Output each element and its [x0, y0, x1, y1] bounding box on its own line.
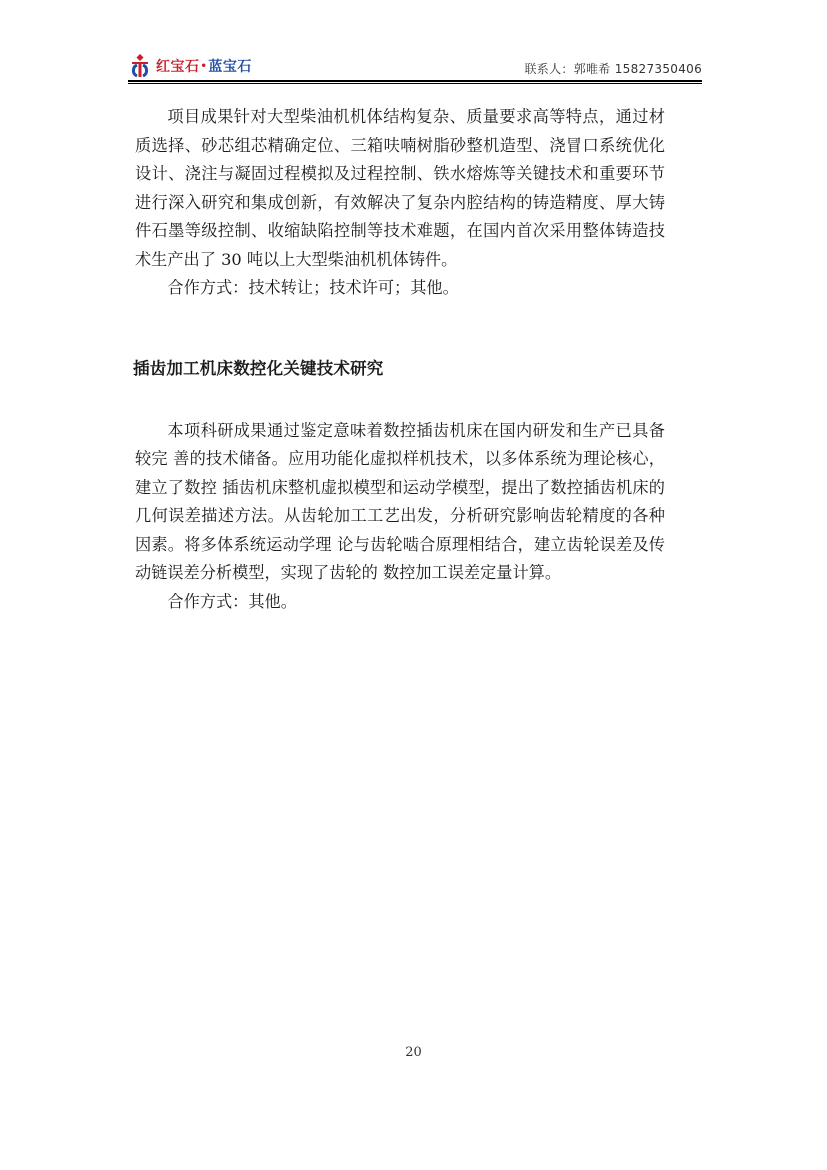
logo-text [156, 56, 252, 76]
logo-text-blue: 蓝宝石 [208, 59, 252, 75]
section2-cooperation: 合作方式：其他。 [167, 591, 297, 611]
section1-paragraph: 项目成果针对大型柴油机机体结构复杂、质量要求高等特点，通过材质选择、砂芯组芯精确定位、三箱呋喃树脂砂整机造型、浇冒口系统优化设计、浇注与凝固过程模拟及过程控制、铁水熔炼等关键技术和重要环节进行深入研究和集成创新，有效解决了复杂内腔结构的铸造精度、厚大铸件石墨等级控制、收缩缺陷控制等技术难题，在国内首次采用整体铸造技术生产出了 30 吨以上大型柴油机机体铸件。 [135, 107, 665, 269]
section2-paragraph: 本项科研成果通过鉴定意味着数控插齿机床在国内研发和生产已具备较完 善的技术储备。应用功能化虚拟样机技术，以多体系统为理论核心，建立了数控 插齿机床整机虚拟模型和运动学模型，提出了数控插齿机床的几何误差描述方法。从齿轮加工工艺出发，分析研究影响齿轮精度的各种因素。将多体系统运动学理 论与齿轮啮合原理相结合，建立齿轮误差及传动链误差分析模型，实现了齿轮的 数控加工误差定量计算。 [135, 420, 665, 582]
contact-info: 联系人：郭唯希 15827350406 [524, 62, 702, 76]
header-rule-thin [128, 83, 702, 84]
company-logo [128, 54, 252, 78]
section1-cooperation: 合作方式：技术转让；技术许可；其他。 [167, 278, 459, 297]
page-content [135, 103, 665, 616]
page-number: 20 [405, 1045, 422, 1060]
section2-title: 插齿加工机床数控化关键技术研究 [133, 358, 384, 378]
header-rule [128, 80, 702, 82]
page-header [128, 50, 702, 82]
logo-dot: • [200, 60, 208, 72]
logo-text-red: 红宝石 [156, 59, 200, 75]
logo-mark-icon [128, 54, 152, 78]
